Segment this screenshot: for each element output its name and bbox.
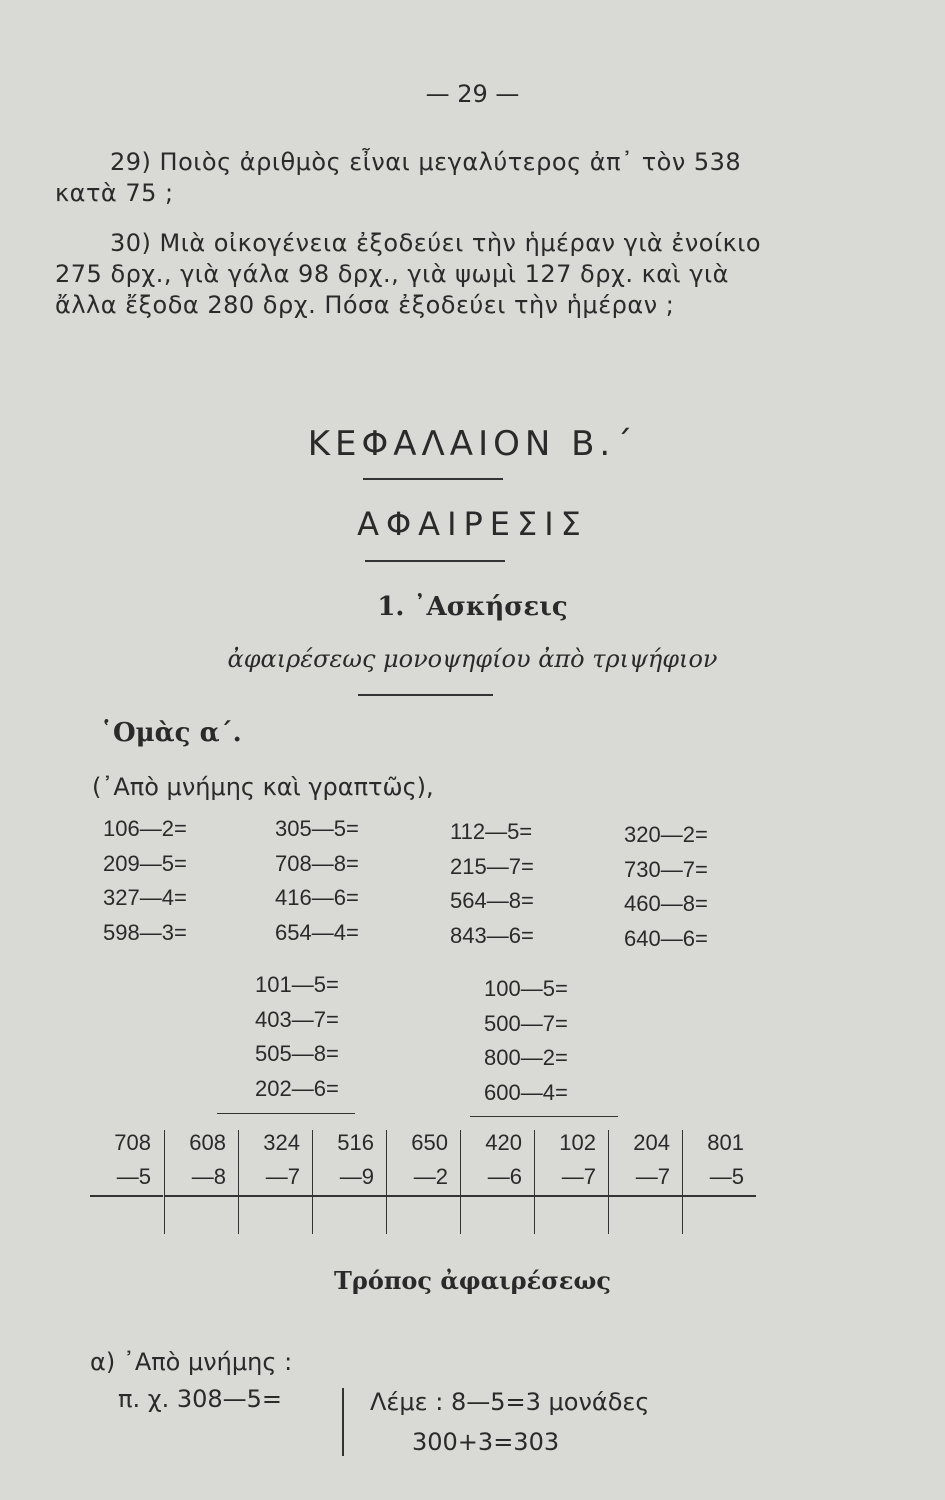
minuend: 324 [263, 1130, 300, 1155]
exercise: 564—8= [450, 888, 534, 913]
exercise: 843—6= [450, 922, 534, 948]
question-30-line: 275 δρχ., γιὰ γάλα 98 δρχ., γιὰ ψωμὶ 127 δρχ. καὶ γιὰ [55, 260, 729, 288]
method-heading: Τρόπος ἀφαιρέσεως [334, 1266, 611, 1295]
subtrahend: —2 [413, 1164, 448, 1189]
minuend: 102 [559, 1130, 596, 1155]
exercise-column [450, 815, 534, 953]
exercise: 708—8= [275, 850, 359, 876]
exercise: 101—5= [255, 972, 339, 997]
exercise: 320—2= [624, 822, 708, 847]
minuend: 608 [189, 1130, 226, 1155]
minuend: 420 [485, 1130, 522, 1155]
subtrahend: —7 [265, 1164, 300, 1189]
exercise-column [484, 972, 568, 1110]
divider [217, 1113, 355, 1114]
answer-line [239, 1195, 312, 1197]
answer-line [90, 1195, 163, 1197]
example-label: π. χ. 308—5= [118, 1385, 283, 1413]
subtrahend: —8 [191, 1164, 226, 1189]
exercise: 730—7= [624, 856, 708, 882]
exercise: 403—7= [255, 1006, 339, 1032]
minuend: 708 [114, 1130, 151, 1155]
divider [358, 694, 493, 696]
exercises-heading: 1. ᾽Ασκήσεις [377, 592, 568, 622]
question-30-line: 30) Μιὰ οἰκογένεια ἐξοδεύει τὴν ἡμέραν γιὰ ἐνοίκιο [110, 229, 762, 257]
subtrahend: —6 [487, 1164, 522, 1189]
divider-vertical [342, 1388, 344, 1456]
exercise-column [255, 968, 339, 1106]
group-label: ῾Ομὰς α΄. [100, 718, 242, 748]
divider [363, 478, 503, 480]
exercises-subheading: ἀφαιρέσεως μονοψηφίου ἀπὸ τριψήφιον [227, 645, 718, 673]
subtrahend: —7 [635, 1164, 670, 1189]
answer-line [387, 1195, 460, 1197]
subtrahend: —5 [709, 1164, 744, 1189]
exercise: 654—4= [275, 919, 359, 945]
exercise: 100—5= [484, 976, 568, 1001]
question-30 [55, 228, 761, 321]
exercise: 106—2= [103, 816, 187, 841]
answer-line [683, 1195, 756, 1197]
says-line: Λέμε : 8—5=3 μονάδες [370, 1388, 650, 1416]
divider [470, 1116, 618, 1117]
subtrahend: —9 [339, 1164, 374, 1189]
exercise: 600—4= [484, 1079, 568, 1105]
exercise: 640—6= [624, 925, 708, 951]
exercise-column [275, 812, 359, 950]
vertical-problem [608, 1130, 682, 1234]
vertical-problem [682, 1130, 756, 1234]
question-29-line: 29) Ποιὸς ἀριθμὸς εἶναι μεγαλύτερος ἀπ᾽ τὸν 538 [110, 148, 742, 176]
exercise: 202—6= [255, 1075, 339, 1101]
minuend: 650 [411, 1130, 448, 1155]
exercise: 505—8= [255, 1041, 339, 1066]
answer-line [461, 1195, 534, 1197]
minuend: 801 [707, 1130, 744, 1155]
subtrahend: —5 [116, 1164, 151, 1189]
exercise: 416—6= [275, 885, 359, 910]
answer-line [313, 1195, 386, 1197]
vertical-problem [386, 1130, 460, 1234]
vertical-problem [534, 1130, 608, 1234]
exercise: 500—7= [484, 1010, 568, 1036]
memory-label: α) ᾽Απὸ μνήμης : [90, 1348, 293, 1376]
question-29-line: κατὰ 75 ; [55, 179, 174, 207]
answer-line [165, 1195, 238, 1197]
vertical-problem [312, 1130, 386, 1234]
exercise: 209—5= [103, 850, 187, 876]
exercise-column [624, 818, 708, 956]
vertical-problem [90, 1130, 163, 1234]
chapter-title: ΚΕΦΑΛΑΙΟΝ Β.΄ [307, 424, 638, 464]
exercise: 598—3= [103, 919, 187, 945]
vertical-problem [460, 1130, 534, 1234]
page-number: — 29 — [425, 80, 520, 108]
answer-line [609, 1195, 682, 1197]
exercise-column [103, 812, 187, 950]
exercise: 305—5= [275, 816, 359, 841]
exercise: 215—7= [450, 853, 534, 879]
exercise: 800—2= [484, 1045, 568, 1070]
vertical-problem [164, 1130, 238, 1234]
answer-line [535, 1195, 608, 1197]
result-line: 300+3=303 [412, 1428, 560, 1456]
subtrahend: —7 [561, 1164, 596, 1189]
exercise: 327—4= [103, 885, 187, 910]
question-29 [55, 147, 741, 209]
minuend: 516 [337, 1130, 374, 1155]
vertical-subtraction-table [90, 1130, 755, 1234]
exercise: 460—8= [624, 891, 708, 916]
section-title: ΑΦΑΙΡΕΣΙΣ [357, 505, 588, 543]
minuend: 204 [633, 1130, 670, 1155]
vertical-problem [238, 1130, 312, 1234]
question-30-line: ἄλλα ἔξοδα 280 δρχ. Πόσα ἐξοδεύει τὴν ἡμέραν ; [55, 291, 675, 319]
group-note: (᾽Απὸ μνήμης καὶ γραπτῶς), [92, 773, 434, 801]
divider [365, 560, 505, 562]
exercise: 112—5= [450, 819, 533, 844]
